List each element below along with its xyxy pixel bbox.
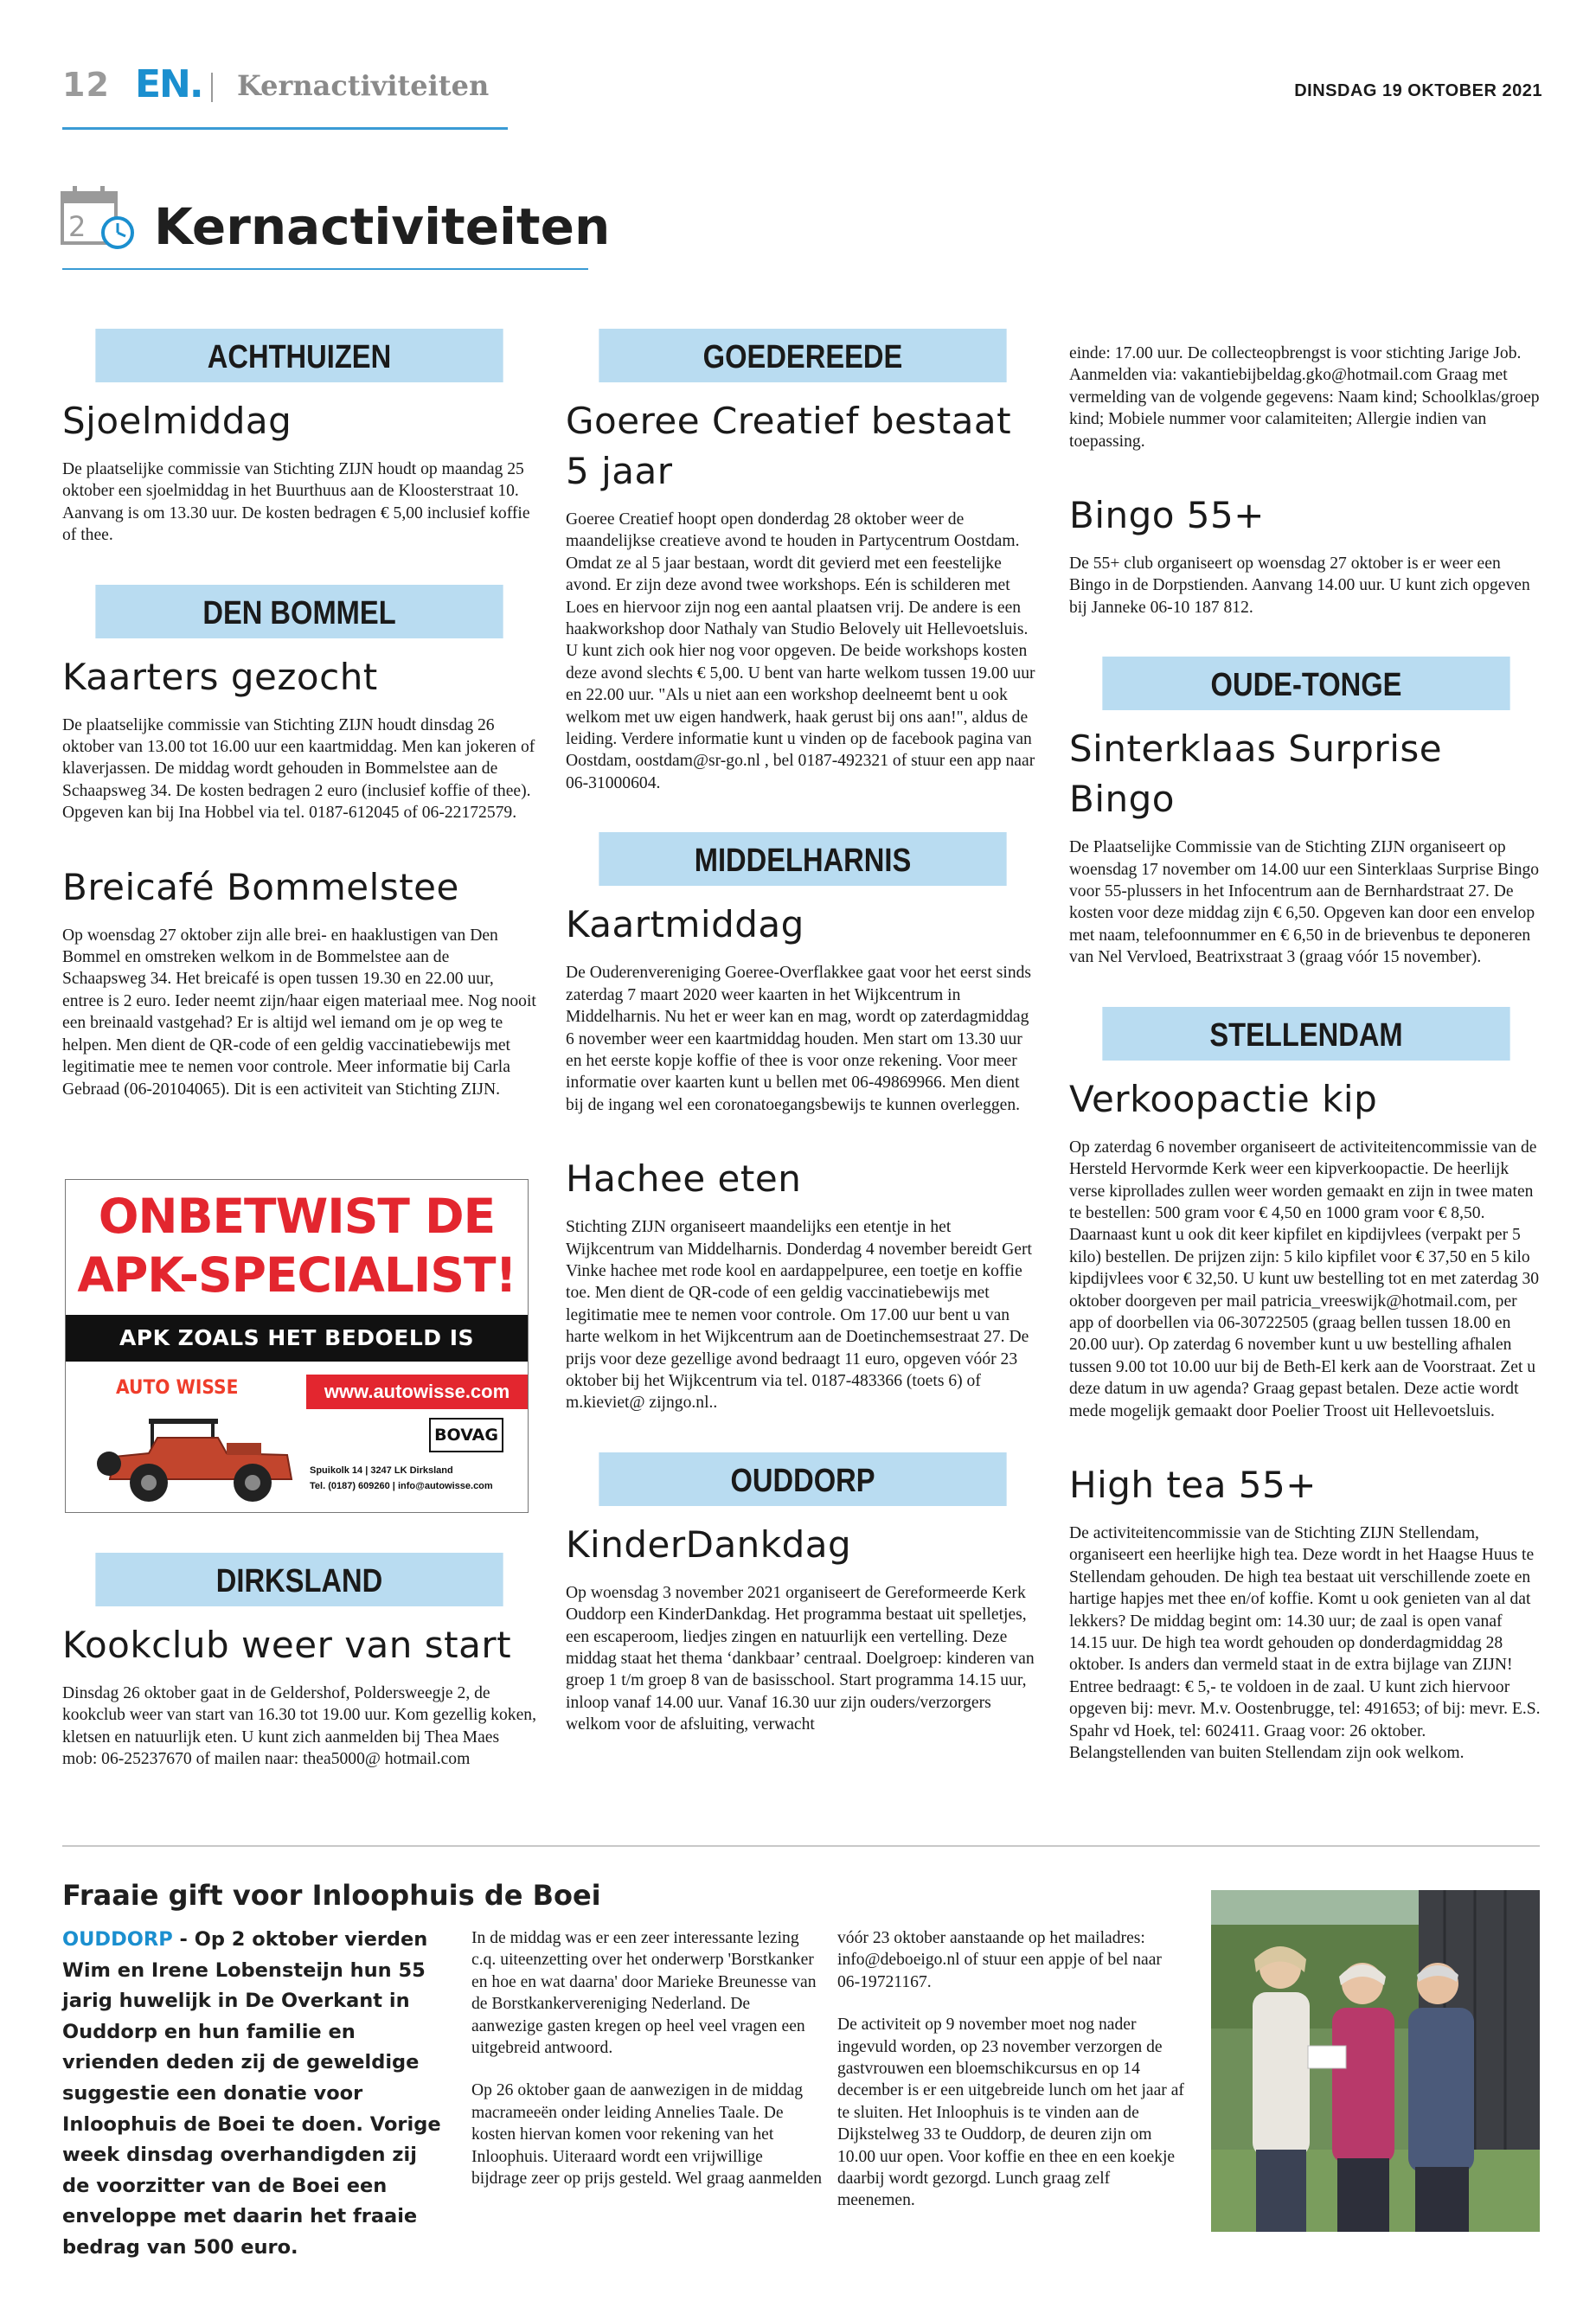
location-band-den-bommel	[62, 585, 536, 638]
article-body: De activiteitencommissie van de Stichting ZIJN Stellendam, organiseert een heerlijke high tea. Deze wordt in het Haagse Huus te Stellendam gehouden. De high tea bestaat uit verschillende zoete en hartige hapjes met thee en/of koffie. Komt u ook genieten van al dat lekkers? De middag begint om: 14.30 uur; de zaal is open vanaf 14.15 uur. De high tea wordt gehouden op donderdagmiddag 28 oktober. Is anders dan vermeld staat in de extra bijlage van ZIJN! Entree bedraagt: € 5,- te voldoen in de zaal. U kunt zich hiervoor opgeven bij: mevr. M.v. Oostenbrugge, tel: 491653; of bij: mevr. E.S. Spahr vd Hoek, tel: 602411. Graag voor: 26 oktober. Belangstellenden van buiten Stellendam zijn ook welkom.	[1069, 1523, 1541, 1763]
article-body-continued: einde: 17.00 uur. De collecteopbrengst is voor stichting Jarige Job. Aanmelden via: vakantiebijbeldag.gko@hotmail.com Graag met vermelding van de volgende gegevens: Naam kind; Schoolklas/groep kind; Mobiele nummer voor calamiteiten; Allergie indien van toepassing.	[1069, 344, 1540, 451]
donation-photo	[1211, 1890, 1540, 2232]
location-band-stellendam	[1069, 1007, 1543, 1061]
article-body: De 55+ club organiseert op woensdag 27 oktober is er weer een Bingo in de Dorpstienden. Aanvang 14.00 uur. U kunt zich opgeven bij Janneke 06-10 187 812.	[1069, 554, 1530, 617]
ad-headline-1: ONBETWIST DE	[98, 1189, 496, 1244]
advertisement-auto-wisse	[65, 1179, 529, 1513]
issue-date: DINSDAG 19 OKTOBER 2021	[1294, 81, 1542, 100]
article-body: vóór 23 oktober aanstaande op het mailadres: info@deboeigo.nl of stuur een appje of bel naar 06-19721167.	[837, 1929, 1162, 1991]
article-body: De activiteit op 9 november moet nog nader ingevuld worden, op 23 november verzorgen de gastvrouwen een bloemschikcursus en op 14 december is er een uitgebreide lunch om het jaar af te sluiten. Het Inloophuis is te vinden aan de Dijkstelweg 33 te Ouddorp, de deuren zijn om 10.00 uur open. Voor koffie en thee en een koekje daarbij wordt gezorgd. Lunch graag zelf meenemen.	[837, 2016, 1184, 2210]
location-label: GOEDEREEDE	[599, 329, 1006, 382]
newspaper-logo: EN.	[135, 62, 202, 106]
article-body: Op woensdag 27 oktober zijn alle brei- en haaklustigen van Den Bommel en omstreken welkom in de Bommelstee aan de Schaapsweg 34. Het breicafé is open tussen 19.30 en 22.00 uur, entree is 2 euro. Ieder neemt zijn/haar eigen materiaal mee. Nog nooit een breinaald vastgehad? Er is altijd wel iemand om je op weg te helpen. Men dient de QR-code of een geldig vaccinatiebewijs met legitimatie mee te nemen voor controle. Meer informatie bij Carla Gebraad (06-20104065). Dit is een activiteit van Stichting ZIJN.	[62, 926, 536, 1099]
bottom-column-3	[837, 1927, 1188, 2233]
article-body: Op 26 oktober gaan de aanwezigen in de middag macrameeën onder leiding Annelies Taale. De kosten hiervan komen voor rekening van het Inloophuis. Uiteraard wordt een vrijwillige bijdrage zeer op prijs gesteld. Wel graag aanmelden	[471, 2081, 823, 2189]
location-band-oude-tonge	[1069, 657, 1543, 710]
article-title: Sinterklaas Surprise Bingo	[1069, 727, 1443, 821]
bottom-article-lead	[62, 1925, 443, 2264]
location-band-achthuizen	[62, 329, 536, 382]
page-number: 12	[62, 66, 110, 104]
location-label: ACHTHUIZEN	[95, 329, 503, 382]
bottom-article-title: Fraaie gift voor Inloophuis de Boei	[62, 1879, 601, 1912]
article-title: High tea 55+	[1069, 1463, 1317, 1506]
article-body: De plaatselijke commissie van Stichting ZIJN houdt op maandag 25 oktober een sjoelmiddag in het Buurthuus aan de Kloosterstraat 10. Aanvang is om 13.30 uur. De kosten bedragen € 5,00 inclusief koffie of thee.	[62, 460, 530, 545]
section-label: Kernactiviteiten	[237, 69, 490, 102]
article-title: Kaarters gezocht	[62, 655, 378, 698]
article-title: Sjoelmiddag	[62, 400, 292, 442]
article-body: Op woensdag 3 november 2021 organiseert de Gereformeerde Kerk Ouddorp een KinderDankdag. Het programma bestaat uit spelletjes, een escaperoom, liedjes zingen en natuurlijk een vertelling. Deze middag staat het thema ‘dankbaar’ centraal. Doelgroep: kinderen van groep 1 t/m groep 8 van de basisschool. Start programma 14.15 uur, inloop vanaf 14.00 uur. Vanaf 16.30 uur zijn ouders/verzorgers welkom voor de afsluiting, verwacht	[566, 1583, 1035, 1734]
jeep-icon	[97, 1403, 304, 1505]
article-title: Breicafé Bommelstee	[62, 865, 459, 908]
header-separator	[211, 73, 213, 102]
article-body: In de middag was er een zeer interessante lezing c.q. uiteenzetting over het onderwerp 'Borstkanker en hoe en wat daarna' door Marieke Breunesse van de Borstkankervereniging Nederland. De aanwezige gasten kregen op heel veel vragen een uitgebreid antwoord.	[471, 1929, 817, 2058]
article-body: De Ouderenvereniging Goeree-Overflakkee gaat voor het eerst sinds zaterdag 7 maart 2020 weer kaarten in het Wijkcentrum in Middelharnis. Nu het er weer kan en mag, wordt op zaterdagmiddag 6 november weer een kaartmiddag houden. Men start om 13.30 uur en het eerste kopje koffie of thee is voor onze rekening. Voor meer informatie over kaarten kunt u bellen met 06-49869966. Men dient bij de ingang wel een coronatoegangsbewijs te kunnen overleggen.	[566, 964, 1032, 1114]
ad-headline-2: APK-SPECIALIST!	[77, 1247, 516, 1303]
bottom-column-2	[471, 1927, 822, 2210]
bovag-logo: BOVAG	[429, 1418, 503, 1452]
bottom-divider	[62, 1845, 1540, 1847]
location-label: MIDDELHARNIS	[599, 832, 1006, 886]
location-band-middelharnis	[566, 832, 1040, 886]
calendar-clock-icon	[61, 184, 138, 253]
article-title: Bingo 55+	[1069, 494, 1265, 537]
column-3	[1069, 343, 1543, 1802]
column-1-lower	[62, 1553, 536, 1809]
location-band-goedereede	[566, 329, 1040, 382]
location-label: STELLENDAM	[1102, 1007, 1509, 1061]
location-band-dirksland	[62, 1553, 536, 1606]
title-rule	[62, 268, 588, 270]
lead-place: OUDDORP	[62, 1928, 173, 1951]
column-1	[62, 329, 536, 1138]
location-label: DIRKSLAND	[95, 1553, 503, 1606]
article-body: Op zaterdag 6 november organiseert de activiteitencommissie van de Hersteld Hervormde Kerk weer een kipverkoopactie. De heerlijk verse kiprollades zullen weer worden gemaakt en zijn in twee maten te bestellen: 500 gram voor € 4,50 en 1000 gram voor € 8,50. Daarnaast kunt u ook dit keer kipfilet en kipdijvlees (verpakt per 5 kilo) bestellen. De prijzen zijn: 5 kilo kipfilet voor € 37,50 en 5 kilo kipdijvlees voor € 32,50. U kunt uw bestelling tot en met zaterdag 30 oktober doorgeven per mail patricia_vreeswijk@hotmail.com, per app of doorbellen via 06-30722505 (graag bellen tussen 18.00 en 20.00 uur). Op zaterdag 6 november kunt u uw bestelling afhalen tussen 9.00 tot 10.00 uur bij de Beth-El kerk aan de Voorstraat. Zet u deze datum in uw agenda? Graag gepast betalen. Deze actie wordt mede mogelijk gemaakt door Poelier Troost uit Hellevoetsluis.	[1069, 1138, 1540, 1420]
location-label: DEN BOMMEL	[95, 585, 503, 638]
ad-contact: Tel. (0187) 609260 | info@autowisse.com	[310, 1481, 493, 1491]
article-body: Goeree Creatief hoopt open donderdag 28 oktober weer de maandelijkse creatieve avond te houden in Partycentrum Oostdam. Omdat ze al 5 jaar bestaan, wordt dit gevierd met een feestelijke avond. Er zijn deze avond twee workshops. Eén is schilderen met Loes en hiervoor zijn nog een aantal plaatsen vrij. De andere is een haakworkshop door Nathaly van Studio Belovely uit Hellevoetsluis. U kunt zich ook hier nog voor opgeven. De beide workshops kosten deze avond slechts € 5,00. U bent van harte welkom tussen 19.00 uur en 22.00 uur. "Als u niet aan een workshop deelneemt bent u ook welkom met uw eigen handwerk, haak gerust bij ons aan!", aldus de leiding. Verdere informatie kunt u vinden op de facebook pagina van Oostdam, oostdam@sr-go.nl , bel 0187-492321 of stuur een app naar 06-31000604.	[566, 510, 1035, 792]
location-label: OUDE-TONGE	[1102, 657, 1509, 710]
location-label: OUDDORP	[599, 1452, 1006, 1506]
article-body: Dinsdag 26 oktober gaat in de Geldershof, Poldersweegje 2, de kookclub weer van start van 16.30 tot 19.00 uur. Kom gezellig koken, kletsen en natuurlijk eten. U kunt zich aanmelden bij Thea Maes mob: 06-25237670 of mailen naar: thea5000@ hotmail.com	[62, 1684, 536, 1769]
article-title: Kaartmiddag	[566, 903, 804, 946]
article-body: De plaatselijke commissie van Stichting ZIJN houdt dinsdag 26 oktober van 13.00 tot 16.00 uur een kaartmiddag. Men kan jokeren of klaverjassen. De middag wordt gehouden in Bommelstee aan de Schaapsweg 34. De kosten bedragen 2 euro (inclusief koffie of thee). Opgeven kan bij Ina Hobbel via tel. 0187-612045 of 06-22172579.	[62, 715, 535, 823]
article-title: Goeree Creatief bestaat 5 jaar	[566, 400, 1012, 492]
header-rule	[62, 127, 508, 130]
article-title: Verkoopactie kip	[1069, 1077, 1378, 1120]
ad-website: www.autowisse.com	[306, 1375, 528, 1409]
ad-address: Spuikolk 14 | 3247 LK Dirksland	[310, 1465, 453, 1476]
article-title: Kookclub weer van start	[62, 1624, 512, 1666]
ad-brand: AUTO WISSE	[116, 1377, 239, 1399]
lead-text: - Op 2 oktober vierden Wim en Irene Lobensteijn hun 55 jarig huwelijk in De Overkant in Ouddorp en hun familie en vrienden deden zij de geweldige suggestie een donatie voor Inloophuis de Boei te doen. Vorige week dinsdag overhandigden zij de voorzitter van de Boei een enveloppe met daarin het fraaie bedrag van 500 euro.	[62, 1928, 441, 2259]
article-title: Hachee eten	[566, 1157, 802, 1201]
calendar-icon-number: 2	[68, 210, 87, 243]
article-body: De Plaatselijke Commissie van de Stichting ZIJN organiseert op woensdag 17 november om 14.00 uur een Sinterklaas Surprise Bingo voor 55-plussers in het Infocentrum aan de Bernhardstraat 27. De kosten voor deze middag zijn € 6,50. Opgeven kan door een envelop met naam, telefoonnummer en € 6,50 in de brievenbus te deponeren van Nel Vervloed, Beatrixstraat 3 (graag vóór 15 november).	[1069, 838, 1540, 967]
article-title: KinderDankdag	[566, 1522, 852, 1566]
page-title: Kernactiviteiten	[154, 197, 611, 256]
location-band-ouddorp	[566, 1452, 1040, 1506]
column-2	[566, 329, 1040, 1774]
ad-slogan: APK ZOALS HET BEDOELD IS	[66, 1315, 528, 1362]
article-body: Stichting ZIJN organiseert maandelijks een etentje in het Wijkcentrum van Middelharnis. Donderdag 4 november bereidt Gert Vinke hachee met rode kool en aardappelpuree, een toetje en koffie toe. Men dient de QR-code of een geldig vaccinatiebewijs met legitimatie mee te nemen voor controle. Om 17.00 uur bent u van harte welkom in het Wijkcentrum aan de Doetinchemsestraat 27. De prijs voor deze gezellige avond bedraagt 11 euro, opgeven vóór 23 oktober bij het Wijkcentrum via tel. 0187-483366 (toets 6) of m.kieviet@ zijngo.nl..	[566, 1218, 1032, 1413]
